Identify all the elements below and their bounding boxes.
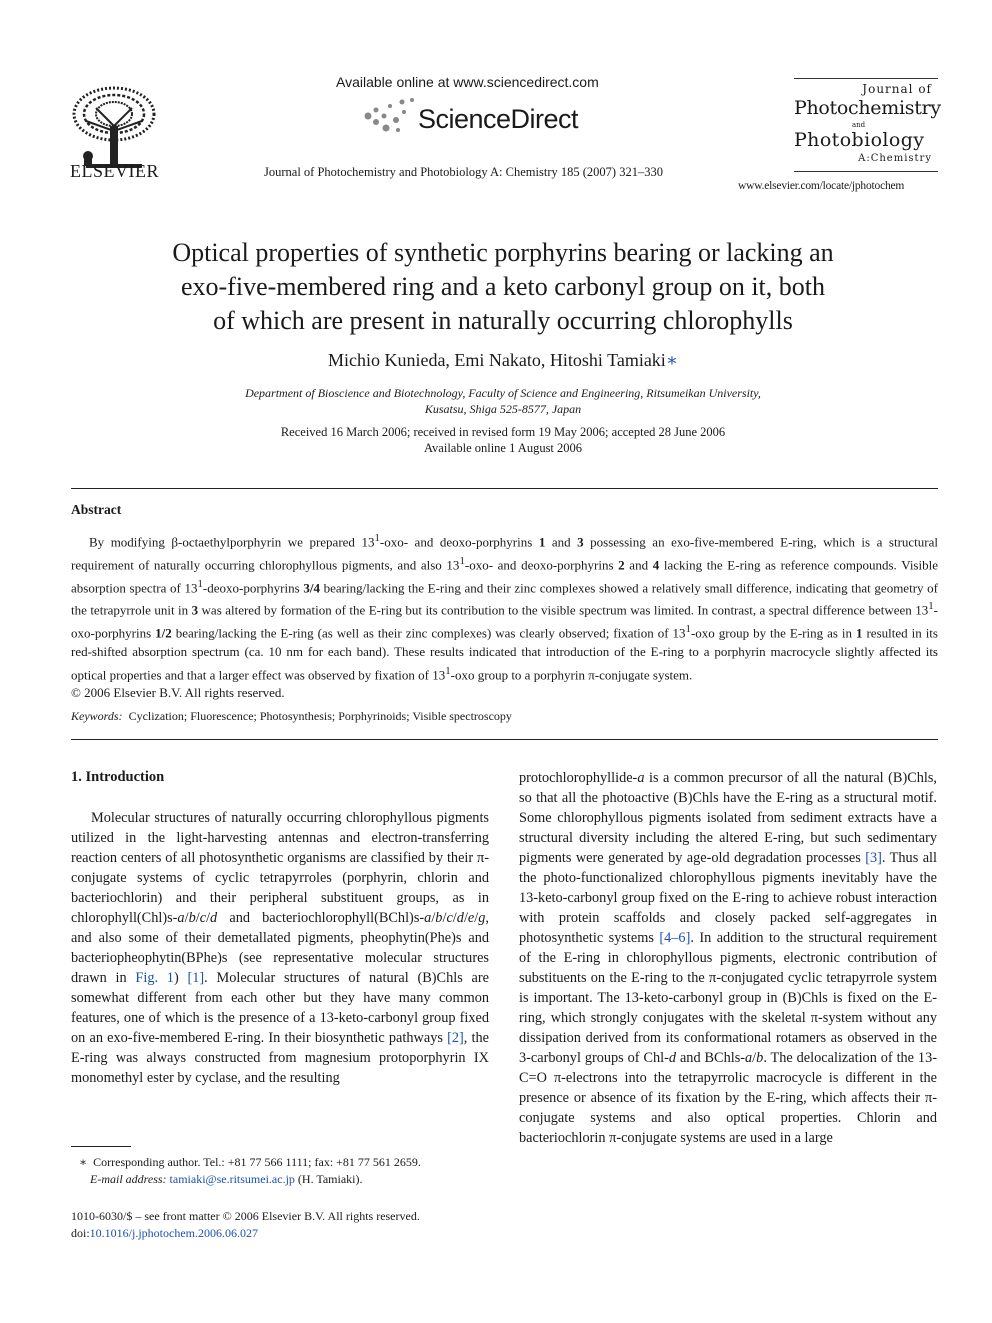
elsevier-wordmark: ELSEVIER [70, 161, 159, 181]
journal-logo-line3: and [852, 121, 866, 129]
keywords [71, 709, 512, 724]
title-line-2: exo-five-membered ring and a keto carbonyl group on it, both [180, 272, 826, 301]
available-online-text: Available online at www.sciencedirect.com [336, 74, 599, 90]
affiliation-line-1: Department of Bioscience and Biotechnology, Faculty of Science and Engineering, Ritsumeikan University, [245, 386, 761, 400]
ref-1-link[interactable]: [1] [187, 970, 205, 986]
email-label: E-mail address: [90, 1172, 167, 1186]
ref-2-link[interactable]: [2] [447, 1030, 464, 1046]
fig1-link[interactable]: Fig. 1 [135, 970, 174, 986]
footnote-rule [71, 1146, 131, 1147]
intro-paragraph-1: Molecular structures of naturally occurring chlorophyllous pigments utilized in the light-harvesting antennas and electron-transferring reaction centers of all photosynthetic organisms are classified by their π-conjugate systems of cyclic tetrapyrroles (porphyrin, chlorin and bacteriochlorin) and their peripheral substituent groups, as in chlorophyll(Chl)s-a/b/c/d and bacteriochlorophyll(BChl)s-a/b/c/d/e/g, and also some of their demetallated pigments, pheophytin(Phe)s and bacteriopheophytin(BPhe)s (see representative molecular structures drawn in Fig. 1) [1]. Molecular structures of natural (B)Chls are somewhat different from each other but they have many common features, one of which is the presence of a 13-keto-carbonyl group fixed on an exo-five-membered E-ring. In their biosynthetic pathways [2], the E-ring was always constructed from magnesium protoporphyrin IX monomethyl ester by cyclase, and the resulting [71, 810, 489, 1086]
received-dates: Received 16 March 2006; received in revised form 19 May 2006; accepted 28 June 2006 [280, 425, 726, 439]
issn-line: 1010-6030/$ – see front matter © 2006 Elsevier B.V. All rights reserved. [71, 1209, 420, 1223]
affiliation-line-2: Kusatsu, Shiga 525-8577, Japan [424, 402, 582, 416]
journal-logo [794, 78, 941, 172]
title-line-1: Optical properties of synthetic porphyrins bearing or lacking an [172, 238, 834, 267]
author-list [100, 350, 906, 371]
left-column [71, 808, 489, 1088]
email-link[interactable]: tamiaki@se.ritsumei.ac.jp [169, 1172, 295, 1186]
article-dates [100, 424, 906, 456]
journal-citation: Journal of Photochemistry and Photobiology A: Chemistry 185 (2007) 321–330 [264, 165, 663, 179]
section-heading-introduction: 1. Introduction [71, 769, 165, 785]
abstract-text: By modifying β-octaethylporphyrin we prepared $13^1-oxo-$ and deoxo-porphyrins 1 and 3 possessing an exo-five-membered E-ring, which is a structural requirement of naturally occurring chlorophyllous pigments, and also $13^1-oxo-$ and deoxo-porphyrins 2 and 4 lacking the E-ring as reference compounds. Visible absorption spectra of $13^1-deoxo$-porphyrins 3/4 bearing/lacking the E-ring and their zinc complexes showed a relatively small difference, indicating that geometry of the tetrapyrrole unit in 3 was altered by formation of the E-ring but its contribution to the visible spectrum was limited. In contrast, a spectral difference between $13^1-oxo$-porphyrins 1/2 bearing/lacking the E-ring (as well as their zinc complexes) was clearly observed; fixation of $13^1$-oxo group by the E-ring as in 1 resulted in its red-shifted absorption spectrum (ca. 10 nm for each band). These results indicated that introduction of the E-ring to a porphyrin macrocycle slightly affected its optical properties and that a larger effect was observed by fixation of $13^1$-oxo group to a porphyrin π-conjugate system. [71, 532, 939, 682]
doi-line [71, 1225, 420, 1242]
footnote [71, 1154, 421, 1188]
doi-label: doi: [71, 1226, 90, 1240]
title-line-3: of which are present in naturally occurring chlorophylls [213, 306, 793, 335]
article-title [100, 236, 906, 338]
journal-logo-line5: A:Chemistry [858, 153, 932, 164]
journal-logo-line4: Photobiology [794, 129, 925, 151]
keywords-label: Keywords: [71, 709, 123, 723]
journal-logo-line1: Journal of [862, 82, 932, 96]
doi-link[interactable]: 10.1016/j.jphotochem.2006.06.027 [89, 1226, 258, 1240]
footnote-email-line [71, 1171, 421, 1188]
keywords-text: Cyclization; Fluorescence; Photosynthesis; Porphyrinoids; Visible spectroscopy [128, 709, 512, 723]
abstract-body [71, 529, 938, 703]
footnote-corresponding-text: Corresponding author. Tel.: +81 77 566 1111; fax: +81 77 561 2659. [93, 1155, 421, 1169]
divider-bottom [71, 739, 938, 740]
sciencedirect-wordmark: ScienceDirect [418, 104, 579, 134]
abstract-heading: Abstract [71, 502, 122, 517]
available-date: Available online 1 August 2006 [423, 441, 583, 455]
divider-top [71, 488, 938, 489]
abstract-copyright: © 2006 Elsevier B.V. All rights reserved. [71, 685, 285, 701]
journal-logo-line2: Photochemistry [794, 97, 941, 119]
corresponding-author-mark[interactable]: ∗ [665, 350, 679, 370]
journal-url[interactable]: www.elsevier.com/locate/jphotochem [738, 180, 905, 192]
footnote-mark: ∗ [79, 1155, 88, 1169]
authors-text: Michio Kunieda, Emi Nakato, Hitoshi Tamiaki [327, 350, 666, 370]
ref-3-link[interactable]: [3] [865, 850, 882, 866]
affiliation [100, 385, 906, 417]
ref-4-6-link[interactable]: [4–6] [659, 930, 691, 946]
intro-paragraph-1-continued: protochlorophyllide-a is a common precursor of all the natural (B)Chls, so that all the photoactive (B)Chls have the E-ring as a structural motif. Some chlorophyllous pigments isolated from sediment extracts have a structural diversity including the altered E-ring, but such sedimentary pigments were generated by age-old degradation processes [3]. Thus all the photo-functionalized chlorophyllous pigments inevitably have the 13-keto-carbonyl group fixed on the E-ring to achieve robust interaction with protein scaffolds and closely packed self-aggregates in photosynthetic systems [4–6]. In addition to the structural requirement of the E-ring in chlorophyllous pigments, electronic contribution of substituents on the E-ring to the π-conjugated cyclic tetrapyrrole system is important. The 13-keto-carbonyl group in (B)Chls is fixed on the E-ring, which strongly conjugates with the skeletal π-system without any dissipation derived from its conformational rotamers as observed in the 3-carbonyl groups of Chl-d and BChls-a/b. The delocalization of the 13-C=O π-electrons into the tetrapyrrolic macrocycle is different in the presence or absence of its fixation by the E-ring, which affects their π-conjugate systems and also optical properties. Chlorin and bacteriochlorin π-conjugate systems are used in a large [519, 770, 937, 1146]
email-suffix: (H. Tamiaki). [297, 1172, 363, 1186]
front-matter [71, 1208, 420, 1242]
sciencedirect-dots-icon [360, 96, 416, 134]
footnote-corresponding [71, 1154, 421, 1171]
right-column [519, 768, 937, 1148]
